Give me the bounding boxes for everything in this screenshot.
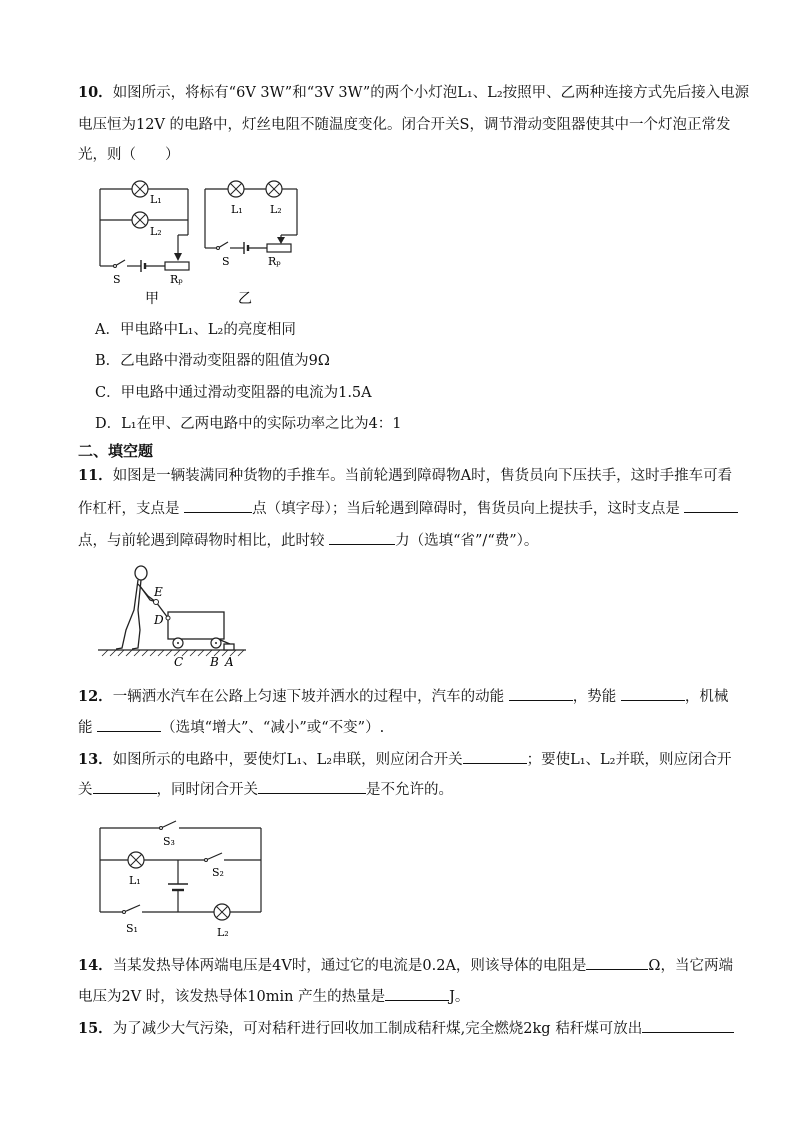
q11-blank-1[interactable]	[184, 498, 252, 513]
q10-figure-yi	[202, 175, 312, 305]
person-figure	[116, 566, 156, 649]
label-e: E	[154, 585, 163, 599]
q14-text2b: J。	[449, 989, 470, 1005]
q10-jia-label-rp: Rₚ	[170, 273, 183, 286]
q12-blank-2[interactable]	[621, 686, 685, 701]
q15-text1: 为了减少大气污染，可对秸秆进行回收加工制成秸秆煤,完全燃烧2kg 秸秆煤可放出	[112, 1021, 643, 1037]
label-b: B	[210, 655, 219, 669]
q12-line1	[78, 686, 728, 707]
q11-cart-figure	[98, 562, 248, 670]
label-l1: L₁	[129, 874, 141, 887]
q12-text1c: ，机械	[684, 689, 729, 705]
label-d: D	[154, 613, 164, 627]
q14-blank-1[interactable]	[586, 955, 648, 970]
q14-line2	[78, 986, 469, 1007]
ground-hatching	[102, 650, 244, 656]
q12-text1b: ，势能	[572, 689, 621, 705]
q12-line2	[78, 717, 384, 738]
q12-number: 12．	[78, 688, 113, 705]
q10-option-a: A．甲电路中L₁、L₂的亮度相同	[95, 322, 296, 338]
q14-text1b: Ω，当它两端	[648, 958, 733, 974]
q14-text1a: 当某发热导体两端电压是4V时，通过它的电流是0.2A，则该导体的电阻是	[112, 958, 587, 974]
q12-text1a: 一辆洒水汽车在公路上匀速下坡并洒水的过程中，汽车的动能	[112, 689, 509, 705]
label-a: A	[225, 655, 234, 669]
q11-text3a: 点，与前轮遇到障碍物时相比，此时较	[78, 533, 330, 549]
q10-line3: 光，则（ ）	[78, 147, 180, 163]
q13-line2	[78, 779, 453, 800]
q10-jia-caption: 甲	[145, 291, 159, 307]
q13-blank-2[interactable]	[93, 779, 157, 794]
q13-text1b: ；要使L₁、L₂并联，则应闭合开	[526, 752, 732, 768]
q10-line1	[78, 83, 749, 103]
q11-text3b: 力（选填“省”/“费”）。	[395, 533, 539, 549]
q13-number: 13．	[78, 751, 113, 768]
label-s1: S₁	[126, 922, 138, 935]
q11-blank-2[interactable]	[684, 498, 738, 513]
q15-blank-1[interactable]	[642, 1018, 734, 1033]
q10-yi-label-l1: L₁	[231, 203, 243, 216]
q10-line2: 电压恒为12V 的电路中，灯丝电阻不随温度变化。闭合开关S，调节滑动变阻器使其中一个灯泡正常发	[78, 117, 731, 133]
q10-figure-jia	[95, 175, 205, 305]
q10-yi-bulb-l2	[266, 181, 282, 197]
section-heading: 二、填空题	[78, 442, 154, 460]
q14-text2a: 电压为2V 时，该发热导体10min 产生的热量是	[78, 989, 386, 1005]
q13-blank-1[interactable]	[463, 749, 527, 764]
q11-number: 11．	[78, 467, 113, 484]
q14-blank-2[interactable]	[385, 986, 449, 1001]
label-l2: L₂	[217, 926, 229, 939]
q13-line1	[78, 749, 731, 770]
q10-option-b: B．乙电路中滑动变阻器的阻值为9Ω	[95, 353, 330, 369]
q10-jia-bulb-l1	[132, 181, 148, 197]
q10-yi-caption: 乙	[238, 291, 252, 307]
q13-bulb-l1	[128, 852, 144, 868]
q14-number: 14．	[78, 957, 113, 974]
q11-text2a: 作杠杆，支点是	[78, 501, 185, 517]
label-c: C	[174, 655, 184, 669]
q15-number: 15．	[78, 1020, 113, 1037]
q10-option-c: C．甲电路中通过滑动变阻器的电流为1.5A	[95, 385, 372, 401]
q13-blank-3[interactable]	[258, 779, 366, 794]
q10-number: 10．	[78, 84, 113, 101]
q10-text1: 如图所示，将标有“6V 3W”和“3V 3W”的两个小灯泡L₁、L₂按照甲、乙两种连接方式先后接入电源	[112, 85, 750, 101]
label-s2: S₂	[212, 866, 224, 879]
q10-yi-label-l2: L₂	[270, 203, 282, 216]
q10-option-d: D．L₁在甲、乙两电路中的实际功率之比为4：1	[95, 416, 402, 432]
q12-blank-1[interactable]	[509, 686, 573, 701]
q10-jia-bulb-l2	[132, 212, 148, 228]
q11-text1: 如图是一辆装满同种货物的手推车。当前轮遇到障碍物A时，售货员向下压扶手，这时手推车可看	[112, 468, 733, 484]
q10-jia-slider-arrow-icon	[174, 253, 182, 261]
q10-yi-label-s: S	[222, 255, 230, 268]
label-s3: S₃	[163, 835, 175, 848]
q15-line1	[78, 1018, 734, 1039]
q13-bulb-l2	[214, 904, 230, 920]
q13-text1a: 如图所示的电路中，要使灯L₁、L₂串联，则应闭合开关	[112, 752, 463, 768]
q14-line1	[78, 955, 733, 976]
q13-text2c: 是不允许的。	[366, 782, 453, 798]
q10-jia-label-l2: L₂	[150, 225, 162, 238]
q10-yi-label-rp: Rₚ	[268, 255, 281, 268]
q10-yi-slider-arrow-icon	[277, 237, 285, 244]
q10-yi-bulb-l1	[228, 181, 244, 197]
q11-line2	[78, 498, 738, 519]
q12-text2b: （选填“增大”、“减小”或“不变”）.	[161, 720, 385, 736]
q13-text2a: 关	[78, 782, 93, 798]
q11-blank-3[interactable]	[329, 530, 395, 545]
q13-text2b: ，同时闭合开关	[156, 782, 258, 798]
q13-circuit-figure	[96, 820, 271, 945]
q11-text2b: 点（填字母）；当后轮遇到障碍时，售货员向上提扶手，这时支点是	[252, 501, 685, 517]
q12-blank-3[interactable]	[97, 717, 161, 732]
q11-line3	[78, 530, 538, 551]
cart-handle-point	[154, 600, 159, 605]
q10-jia-label-s: S	[113, 273, 121, 286]
q10-jia-label-l1: L₁	[150, 193, 162, 206]
q11-line1	[78, 466, 732, 486]
q12-text2a: 能	[78, 720, 98, 736]
